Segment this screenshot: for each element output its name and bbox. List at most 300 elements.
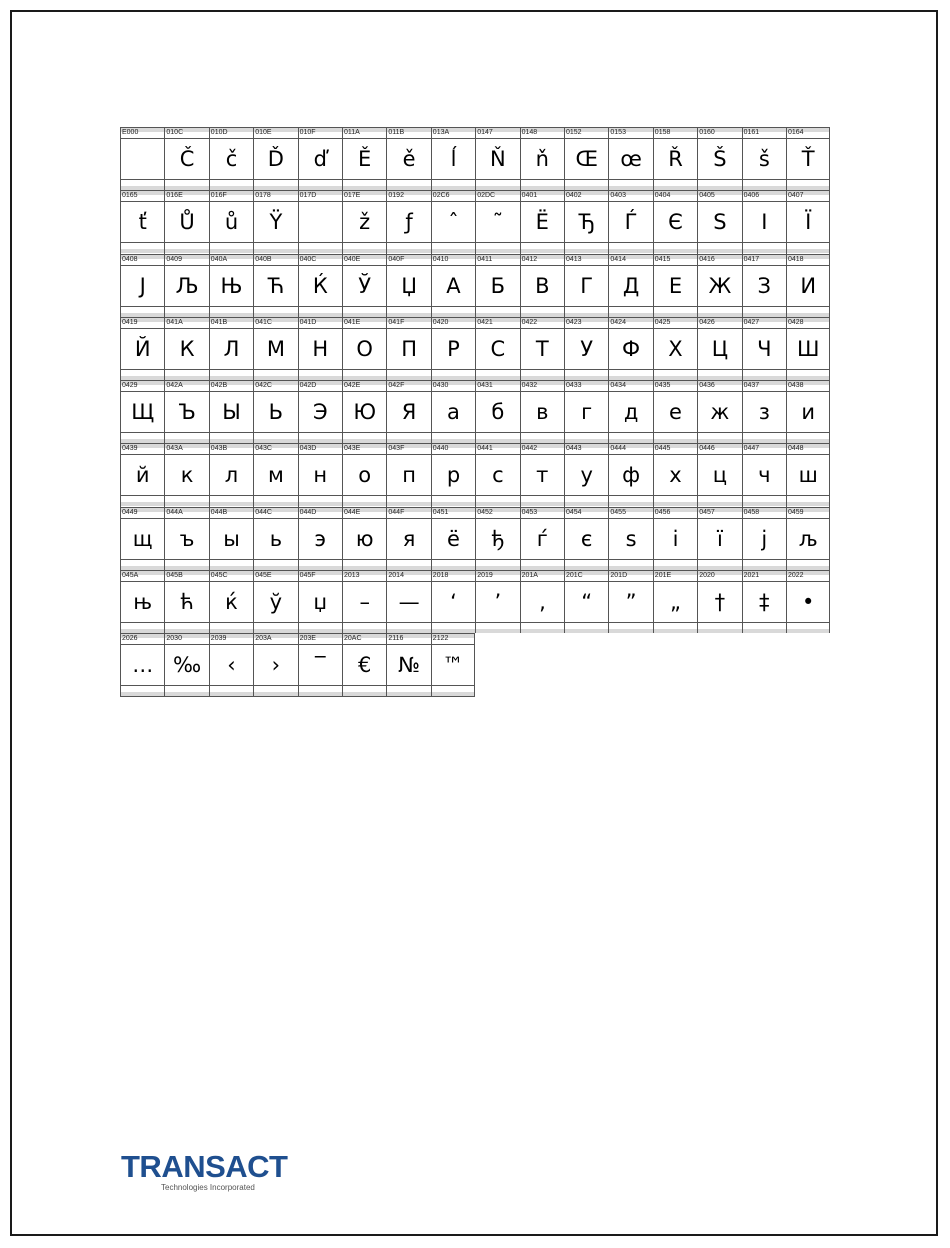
cell-divider xyxy=(254,391,297,392)
char-cell xyxy=(120,443,164,506)
cell-divider xyxy=(254,242,297,243)
char-cell xyxy=(298,254,342,317)
char-glyph: Р xyxy=(447,336,460,361)
cell-divider xyxy=(609,265,652,266)
cell-divider xyxy=(654,201,697,202)
char-cell xyxy=(164,570,208,633)
cell-divider xyxy=(787,138,829,139)
cell-divider xyxy=(121,201,164,202)
cell-divider xyxy=(698,581,741,582)
cell-divider xyxy=(609,495,652,496)
cell-divider xyxy=(121,179,164,180)
char-cell xyxy=(342,380,386,443)
char-cell xyxy=(742,443,786,506)
char-glyph: ‘ xyxy=(450,590,457,615)
char-cell xyxy=(431,633,475,696)
char-code: 040F xyxy=(388,255,405,263)
cell-divider xyxy=(343,454,386,455)
char-code: 0415 xyxy=(654,255,671,263)
char-code: 044E xyxy=(344,508,361,516)
cell-divider xyxy=(743,138,786,139)
char-code: 0161 xyxy=(743,129,760,136)
char-glyph: Ф xyxy=(622,336,641,361)
char-cell xyxy=(253,507,297,570)
char-code: 041C xyxy=(255,318,272,326)
cell-divider xyxy=(254,369,297,370)
char-glyph: Š xyxy=(713,147,727,171)
char-cell xyxy=(520,317,564,380)
cell-divider xyxy=(743,179,786,180)
cell-divider xyxy=(743,201,786,202)
cell-divider xyxy=(121,518,164,519)
char-glyph: ’ xyxy=(494,590,502,615)
char-glyph: о xyxy=(358,463,372,488)
char-glyph: К xyxy=(179,336,195,361)
logo-tagline: Technologies Incorporated xyxy=(161,1183,255,1192)
char-cell xyxy=(697,190,741,253)
char-glyph: ц xyxy=(712,463,728,488)
cell-divider xyxy=(521,495,564,496)
char-cell xyxy=(298,443,342,506)
char-glyph: з xyxy=(758,400,770,425)
char-code: 040B xyxy=(255,255,272,263)
char-glyph: – xyxy=(359,590,370,615)
cell-divider xyxy=(165,518,208,519)
char-code: 044F xyxy=(388,508,405,516)
cell-divider xyxy=(387,685,430,686)
char-glyph: Џ xyxy=(401,273,417,298)
char-code: 2116 xyxy=(388,635,404,643)
cell-divider xyxy=(387,391,430,392)
char-code: 2022 xyxy=(788,572,804,580)
char-cell xyxy=(608,317,652,380)
char-code: 0444 xyxy=(610,445,626,453)
cell-divider xyxy=(254,518,297,519)
char-cell xyxy=(786,443,830,506)
char-code: 044D xyxy=(299,508,317,516)
cell-divider xyxy=(210,306,253,307)
char-code: 0449 xyxy=(122,508,138,516)
char-code: 0432 xyxy=(521,382,538,390)
cell-divider xyxy=(254,622,297,623)
char-code: 0402 xyxy=(566,192,582,200)
char-glyph: ы xyxy=(223,526,240,551)
char-glyph: Х xyxy=(668,336,683,361)
char-code: 016E xyxy=(166,192,183,200)
cell-divider xyxy=(787,495,829,496)
cell-divider xyxy=(165,328,208,329)
cell-divider xyxy=(787,328,829,329)
char-glyph: я xyxy=(402,526,416,551)
char-cell xyxy=(386,254,430,317)
char-glyph: г xyxy=(581,400,593,425)
cell-divider xyxy=(432,201,475,202)
cell-divider xyxy=(476,622,519,623)
row-gap-band xyxy=(387,692,430,696)
cell-divider xyxy=(743,518,786,519)
char-cell xyxy=(742,190,786,253)
char-cell xyxy=(342,127,386,190)
char-glyph: Ы xyxy=(222,400,241,425)
cell-divider xyxy=(698,432,741,433)
char-cell xyxy=(164,190,208,253)
char-cell xyxy=(120,570,164,633)
char-glyph: Ť xyxy=(801,147,815,171)
char-code: 017E xyxy=(344,192,361,200)
char-cell xyxy=(209,380,253,443)
char-glyph: Љ xyxy=(175,273,199,298)
char-glyph: т xyxy=(536,463,549,488)
cell-divider xyxy=(521,559,564,560)
row-gap-band xyxy=(121,692,164,696)
char-code: 0436 xyxy=(699,382,715,390)
cell-divider xyxy=(387,265,430,266)
char-cell xyxy=(120,317,164,380)
cell-divider xyxy=(299,432,342,433)
cell-divider xyxy=(432,328,475,329)
cell-divider xyxy=(299,581,342,582)
cell-divider xyxy=(743,559,786,560)
char-code: 201E xyxy=(654,572,672,580)
cell-divider xyxy=(299,369,342,370)
char-glyph: Ш xyxy=(796,336,820,361)
char-cell xyxy=(164,254,208,317)
cell-divider xyxy=(121,369,164,370)
cell-divider xyxy=(387,432,430,433)
cell-divider xyxy=(387,518,430,519)
char-glyph: ђ xyxy=(491,526,505,551)
char-cell xyxy=(298,507,342,570)
cell-divider xyxy=(521,518,564,519)
cell-divider xyxy=(698,242,741,243)
cell-divider xyxy=(210,685,253,686)
char-code: 0431 xyxy=(477,382,493,390)
char-cell xyxy=(253,570,297,633)
cell-divider xyxy=(654,306,697,307)
char-cell xyxy=(564,443,608,506)
char-cell xyxy=(431,507,475,570)
char-cell xyxy=(342,570,386,633)
char-glyph: щ xyxy=(132,526,153,551)
char-glyph: Ў xyxy=(358,273,372,298)
char-code: 0164 xyxy=(788,129,804,136)
cell-divider xyxy=(743,306,786,307)
char-cell xyxy=(520,380,564,443)
cell-divider xyxy=(165,495,208,496)
char-code: 2019 xyxy=(477,572,493,580)
char-code: 044A xyxy=(166,508,183,516)
cell-divider xyxy=(343,306,386,307)
char-glyph: Л xyxy=(223,336,240,361)
char-cell xyxy=(386,570,430,633)
char-cell xyxy=(520,190,564,253)
cell-divider xyxy=(476,391,519,392)
char-cell xyxy=(653,127,697,190)
cell-divider xyxy=(787,432,829,433)
cell-divider xyxy=(343,559,386,560)
char-glyph: ů xyxy=(224,210,239,235)
cell-divider xyxy=(787,581,829,582)
char-cell xyxy=(697,507,741,570)
char-code: 0445 xyxy=(654,445,671,453)
char-cell xyxy=(298,317,342,380)
char-cell xyxy=(608,190,652,253)
char-glyph: ‚ xyxy=(538,590,546,615)
cell-divider xyxy=(476,242,519,243)
cell-divider xyxy=(609,518,652,519)
char-code: 0427 xyxy=(743,318,760,326)
cell-divider xyxy=(343,432,386,433)
char-glyph: ‹ xyxy=(227,653,236,678)
char-cell xyxy=(386,380,430,443)
char-glyph: Œ xyxy=(575,147,598,171)
char-code: 0448 xyxy=(788,445,804,453)
char-cell xyxy=(742,380,786,443)
char-glyph: Ů xyxy=(179,210,195,235)
cell-divider xyxy=(565,328,608,329)
char-code: 041F xyxy=(388,318,405,326)
char-code: 0406 xyxy=(743,192,760,200)
char-cell xyxy=(697,570,741,633)
transact-logo xyxy=(121,1151,288,1193)
char-code: 0457 xyxy=(699,508,715,516)
cell-divider xyxy=(565,454,608,455)
cell-divider xyxy=(121,328,164,329)
cell-divider xyxy=(254,559,297,560)
char-cell xyxy=(209,633,253,696)
char-code: 0458 xyxy=(743,508,760,516)
char-cell xyxy=(786,127,830,190)
char-code: 0160 xyxy=(699,129,715,136)
char-cell xyxy=(608,443,652,506)
cell-divider xyxy=(254,179,297,180)
char-glyph: у xyxy=(580,463,593,488)
char-code: 041B xyxy=(210,318,228,326)
char-code: 02DC xyxy=(477,192,496,200)
cell-divider xyxy=(165,622,208,623)
cell-divider xyxy=(743,369,786,370)
cell-divider xyxy=(698,518,741,519)
cell-divider xyxy=(299,644,342,645)
char-cell xyxy=(431,570,475,633)
cell-divider xyxy=(787,306,829,307)
char-glyph: П xyxy=(401,336,417,361)
char-code: 0178 xyxy=(255,192,271,200)
char-glyph: в xyxy=(536,400,549,425)
cell-divider xyxy=(121,559,164,560)
char-glyph: Ц xyxy=(711,336,729,361)
char-cell xyxy=(120,254,164,317)
cell-divider xyxy=(521,265,564,266)
cell-divider xyxy=(521,328,564,329)
cell-divider xyxy=(565,265,608,266)
cell-divider xyxy=(299,518,342,519)
cell-divider xyxy=(343,622,386,623)
char-glyph: э xyxy=(314,526,327,551)
cell-divider xyxy=(299,179,342,180)
cell-divider xyxy=(698,391,741,392)
char-glyph: Ě xyxy=(358,147,372,171)
char-cell xyxy=(431,254,475,317)
cell-divider xyxy=(210,454,253,455)
cell-divider xyxy=(343,369,386,370)
char-code: 0192 xyxy=(388,192,404,200)
cell-divider xyxy=(787,454,829,455)
char-cell xyxy=(475,443,519,506)
char-cell xyxy=(209,254,253,317)
char-cell xyxy=(786,317,830,380)
char-code: 043C xyxy=(255,445,272,453)
cell-divider xyxy=(165,685,208,686)
char-cell xyxy=(520,570,564,633)
cell-divider xyxy=(476,201,519,202)
char-cell xyxy=(742,317,786,380)
table-row xyxy=(120,633,831,696)
cell-divider xyxy=(210,432,253,433)
char-glyph xyxy=(121,140,164,178)
cell-divider xyxy=(743,432,786,433)
char-code: 0429 xyxy=(122,382,138,390)
cell-divider xyxy=(521,201,564,202)
cell-divider xyxy=(432,432,475,433)
cell-divider xyxy=(210,559,253,560)
char-code: 0435 xyxy=(654,382,671,390)
cell-divider xyxy=(609,622,652,623)
char-code: 045C xyxy=(210,572,228,580)
cell-divider xyxy=(299,328,342,329)
cell-divider xyxy=(565,622,608,623)
cell-divider xyxy=(343,265,386,266)
char-cell xyxy=(742,254,786,317)
cell-divider xyxy=(743,454,786,455)
cell-divider xyxy=(165,391,208,392)
char-glyph: ю xyxy=(355,526,374,551)
cell-divider xyxy=(387,581,430,582)
cell-divider xyxy=(299,306,342,307)
char-code: 010C xyxy=(166,129,184,136)
cell-divider xyxy=(165,581,208,582)
cell-divider xyxy=(432,685,474,686)
cell-divider xyxy=(521,369,564,370)
char-glyph: … xyxy=(132,653,154,678)
cell-divider xyxy=(743,265,786,266)
table-row xyxy=(120,443,831,506)
cell-divider xyxy=(432,559,475,560)
cell-divider xyxy=(387,369,430,370)
char-glyph: З xyxy=(757,273,772,298)
char-glyph: В xyxy=(535,273,550,298)
cell-divider xyxy=(387,328,430,329)
char-cell xyxy=(475,190,519,253)
char-glyph: Э xyxy=(312,400,328,425)
char-code: 0454 xyxy=(566,508,582,516)
char-cell xyxy=(786,507,830,570)
char-code: E000 xyxy=(122,129,139,136)
cell-divider xyxy=(787,369,829,370)
char-cell xyxy=(342,443,386,506)
cell-divider xyxy=(609,432,652,433)
char-glyph: œ xyxy=(620,147,642,171)
char-glyph: ĺ xyxy=(450,147,457,171)
char-glyph: Ћ xyxy=(267,273,285,298)
char-cell xyxy=(564,127,608,190)
char-glyph: Ř xyxy=(668,147,683,171)
char-code: 2122 xyxy=(432,635,449,643)
char-glyph: Є xyxy=(668,210,683,235)
cell-divider xyxy=(432,242,475,243)
char-code: 042A xyxy=(166,382,183,390)
character-table xyxy=(120,127,831,697)
char-glyph: р xyxy=(446,463,461,488)
cell-divider xyxy=(210,622,253,623)
cell-divider xyxy=(698,328,741,329)
char-glyph: ў xyxy=(269,590,283,615)
char-cell xyxy=(742,570,786,633)
cell-divider xyxy=(121,138,164,139)
char-glyph: ™ xyxy=(442,653,464,678)
cell-divider xyxy=(210,201,253,202)
char-glyph: Č xyxy=(179,147,195,171)
cell-divider xyxy=(521,581,564,582)
cell-divider xyxy=(565,391,608,392)
row-gap-band xyxy=(210,692,253,696)
cell-divider xyxy=(743,242,786,243)
char-glyph: € xyxy=(358,653,372,678)
char-cell xyxy=(342,633,386,696)
char-glyph: п xyxy=(402,463,416,488)
cell-divider xyxy=(432,369,475,370)
char-cell xyxy=(298,570,342,633)
cell-divider xyxy=(787,518,829,519)
char-cell xyxy=(786,380,830,443)
char-cell xyxy=(431,190,475,253)
char-cell xyxy=(120,190,164,253)
char-code: 0148 xyxy=(521,129,538,136)
row-gap-band xyxy=(165,692,208,696)
cell-divider xyxy=(387,495,430,496)
char-code: 045E xyxy=(255,572,272,580)
char-glyph: Е xyxy=(668,273,683,298)
char-code: 0430 xyxy=(432,382,449,390)
char-glyph: б xyxy=(491,400,505,425)
char-glyph: Ч xyxy=(757,336,772,361)
char-cell xyxy=(298,127,342,190)
cell-divider xyxy=(432,622,475,623)
table-row xyxy=(120,254,831,317)
char-glyph: ч xyxy=(758,463,771,488)
char-code: 011B xyxy=(388,129,405,136)
char-cell xyxy=(608,570,652,633)
cell-divider xyxy=(210,518,253,519)
cell-divider xyxy=(165,179,208,180)
char-cell xyxy=(253,127,297,190)
char-code: 0411 xyxy=(477,255,493,263)
cell-divider xyxy=(210,644,253,645)
char-glyph: Д xyxy=(622,273,640,298)
cell-divider xyxy=(254,644,297,645)
char-glyph: ж xyxy=(710,400,730,425)
cell-divider xyxy=(121,454,164,455)
cell-divider xyxy=(387,179,430,180)
char-cell xyxy=(475,380,519,443)
cell-divider xyxy=(299,138,342,139)
char-code: 0419 xyxy=(122,318,138,326)
char-cell xyxy=(520,127,564,190)
char-cell xyxy=(786,254,830,317)
cell-divider xyxy=(254,265,297,266)
cell-divider xyxy=(343,328,386,329)
char-glyph: № xyxy=(398,653,420,678)
